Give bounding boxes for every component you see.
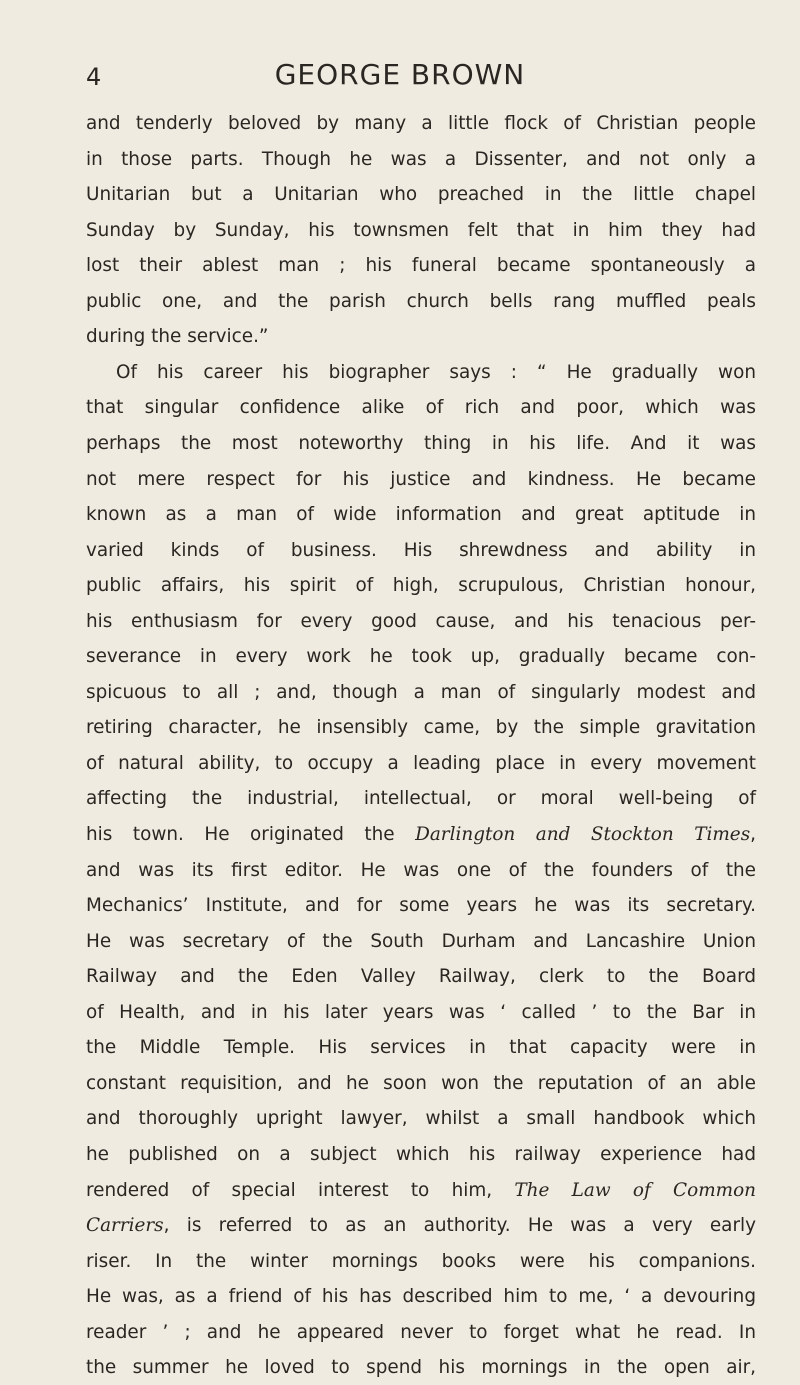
text-line — [86, 1174, 756, 1208]
text-segment: his town. He originated the — [86, 824, 416, 845]
text-line: that singular confidence alike of rich and poor, which was — [86, 397, 756, 419]
text-line — [86, 1209, 756, 1243]
text-segment: , — [750, 824, 756, 845]
text-line: of natural ability, to occupy a leading place in every movement — [86, 752, 756, 774]
text-line: public one, and the parish church bells rang muffled peals — [86, 290, 756, 312]
text-line: Sunday by Sunday, his townsmen felt that in him they had — [86, 219, 756, 241]
italic-title: The Law of Common — [514, 1179, 756, 1201]
text-line: Mechanics’ Institute, and for some years he was its secretary. — [86, 895, 756, 917]
text-line: spicuous to all ; and, though a man of singularly modest and — [86, 681, 756, 703]
text-line: the summer he loved to spend his mornings in the open air, — [86, 1357, 756, 1379]
text-segment: rendered of special interest to him, — [86, 1179, 515, 1201]
text-line: public affairs, his spirit of high, scrupulous, Christian honour, — [86, 575, 756, 597]
text-line: during the service.” — [86, 326, 269, 348]
text-line: lost their ablest man ; his funeral became spontaneously a — [86, 255, 756, 277]
page-number: 4 — [86, 63, 102, 91]
italic-title: Darlington and Stockton Times — [415, 824, 751, 845]
text-line: riser. In the winter mornings books were his companions. — [86, 1250, 756, 1272]
text-line: Of his career his biographer says : “ He gradually won — [116, 361, 756, 383]
text-line: perhaps the most noteworthy thing in his life. And it was — [86, 432, 756, 454]
text-line: varied kinds of business. His shrewdness and ability in — [86, 539, 756, 561]
text-line: not mere respect for his justice and kindness. He became — [86, 468, 756, 490]
text-line: his enthusiasm for every good cause, and his tenacious per- — [86, 610, 756, 632]
text-line: He was secretary of the South Durham and Lancashire Union — [86, 930, 756, 952]
text-line: affecting the industrial, intellectual, or moral well-being of — [86, 788, 756, 810]
text-line: known as a man of wide information and great aptitude in — [86, 504, 756, 526]
text-line: and was its first editor. He was one of the founders of the — [86, 859, 756, 881]
text-line: of Health, and in his later years was ‘ called ’ to the Bar in — [86, 1001, 756, 1023]
text-line: in those parts. Though he was a Dissenter, and not only a — [86, 148, 756, 170]
text-line: Railway and the Eden Valley Railway, clerk to the Board — [86, 966, 756, 988]
text-line: he published on a subject which his railway experience had — [86, 1143, 756, 1165]
text-line: Unitarian but a Unitarian who preached in the little chapel — [86, 184, 756, 206]
text-line: and tenderly beloved by many a little flock of Christian people — [86, 113, 756, 134]
text-line: retiring character, he insensibly came, by the simple gravitation — [86, 717, 756, 739]
text-line: the Middle Temple. His services in that capacity were in — [86, 1037, 756, 1059]
text-line: constant requisition, and he soon won the reputation of an able — [86, 1072, 756, 1094]
text-line: severance in every work he took up, gradually became con- — [86, 646, 756, 668]
text-segment: , is referred to as an authority. He was a very early — [163, 1215, 756, 1237]
text-line: reader ’ ; and he appeared never to forget what he read. In — [86, 1321, 756, 1343]
text-line: He was, as a friend of his has described him to me, ‘ a devouring — [86, 1286, 756, 1308]
running-head: GEORGE BROWN — [274, 58, 526, 91]
text-line: and thoroughly upright lawyer, whilst a small handbook which — [86, 1108, 756, 1130]
italic-title: Carriers — [86, 1215, 164, 1237]
text-line — [86, 818, 756, 852]
